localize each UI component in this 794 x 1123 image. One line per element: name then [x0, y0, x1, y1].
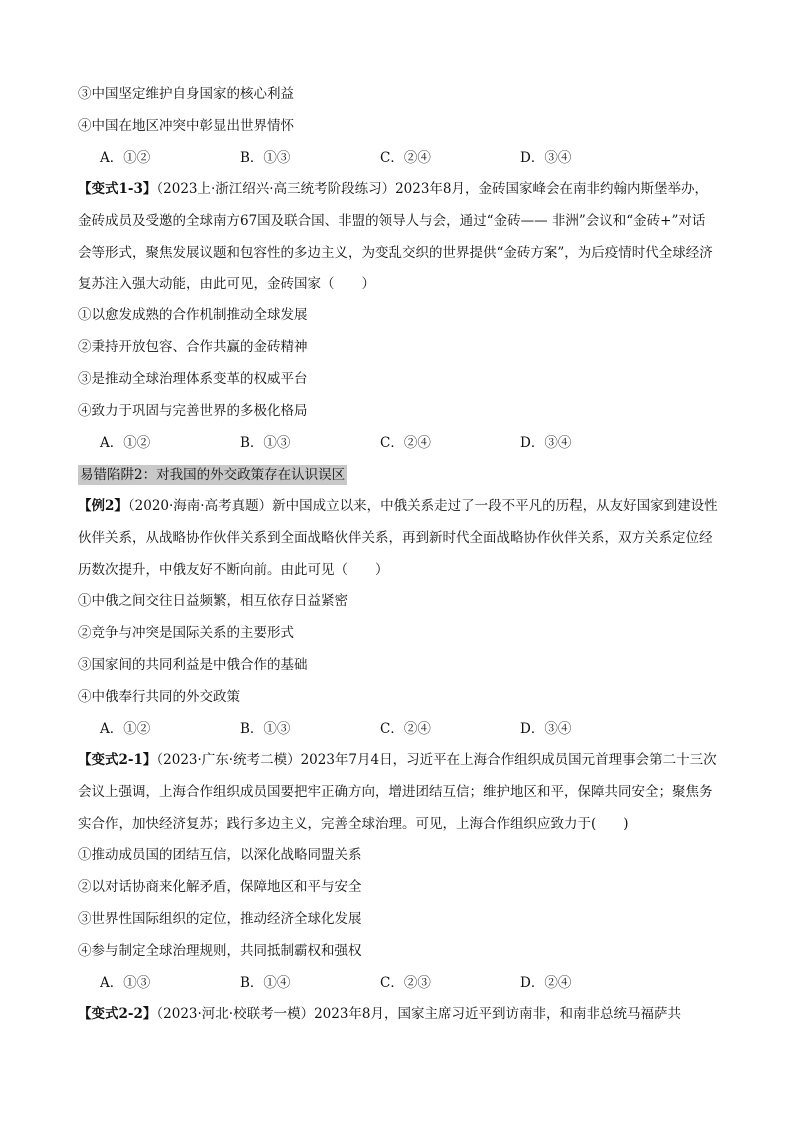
option-line: ④致力于巩固与完善世界的多极化格局 [78, 403, 308, 419]
option-line: ③国家间的共同利益是中俄合作的基础 [78, 657, 308, 673]
pitfall-heading: 易错陷阱2：对我国的外交政策存在认识误区 [80, 467, 346, 483]
choice-d: D．②④ [520, 975, 572, 991]
question-var-2-2 [78, 999, 718, 1031]
option-line: ③世界性国际组织的定位，推动经济全球化发展 [78, 911, 362, 927]
choice-b: B．①③ [240, 435, 291, 451]
question-body: （2023上·浙江绍兴·高三统考阶段练习）2023年8月，金砖国家峰会在南非约翰内斯堡举办，金砖成员及受邀的全球南方67国及联合国、非盟的领导人与会，通过“金砖—— 非洲”会议和“金砖+”对话会等形式，聚焦发展议题和包容性的多边主义，为变乱交织的世界提供“金砖方案”，为后疫情时代全球经济复苏注入强大动能，由此可见，金砖国家（ ） [78, 181, 713, 293]
question-body: （2023·河北·校联考一模）2023年8月，国家主席习近平到访南非，和南非总统马福萨共 [156, 1006, 682, 1022]
option-line: ③是推动全球治理体系变革的权威平台 [78, 371, 308, 387]
choice-b: B．①④ [240, 975, 291, 991]
choice-a: A．①③ [100, 975, 151, 991]
choice-c: C．②④ [380, 435, 431, 451]
question-tag: 【变式2-1】 [78, 752, 157, 768]
question-var-2-1 [78, 745, 718, 840]
choice-d: D．③④ [520, 721, 572, 737]
choice-d: D．③④ [520, 435, 572, 451]
option-line: ④参与制定全球治理规则，共同抵制霸权和强权 [78, 943, 362, 959]
choice-c: C．②④ [380, 721, 431, 737]
choice-c: C．②③ [380, 975, 431, 991]
option-line: ④中俄奉行共同的外交政策 [78, 689, 240, 705]
option-line: ①推动成员国的团结互信，以深化战略同盟关系 [78, 847, 362, 863]
question-body: （2020·海南·高考真题）新中国成立以来，中俄关系走过了一段不平凡的历程，从友好国家到建设性伙伴关系，从战略协作伙伴关系到全面战略伙伴关系，再到新时代全面战略协作伙伴关系，双方关系定位经历数次提升，中俄友好不断向前。由此可见（ ） [78, 498, 718, 578]
option-line: ③中国坚定维护自身国家的核心利益 [78, 86, 294, 102]
option-line: ②以对话协商来化解矛盾，保障地区和平与安全 [78, 879, 362, 895]
choice-d: D．③④ [520, 150, 572, 166]
choice-b: B．①③ [240, 150, 291, 166]
question-tag: 【变式1-3】 [78, 181, 157, 197]
option-line: ④中国在地区冲突中彰显出世界情怀 [78, 118, 294, 134]
choice-b: B．①③ [240, 721, 291, 737]
choice-a: A．①② [100, 435, 151, 451]
question-tag: 【例2】 [78, 498, 128, 514]
choice-a: A．①② [100, 721, 151, 737]
option-line: ①中俄之间交往日益频繁，相互依存日益紧密 [78, 593, 348, 609]
option-line: ①以愈发成熟的合作机制推动全球发展 [78, 307, 308, 323]
question-tag: 【变式2-2】 [78, 1006, 157, 1022]
option-line: ②竞争与冲突是国际关系的主要形式 [78, 625, 294, 641]
choice-c: C．②④ [380, 150, 431, 166]
question-example-2 [78, 491, 718, 586]
question-body: （2023·广东·统考二模）2023年7月4日，习近平在上海合作组织成员国元首理事会第二十三次会议上强调，上海合作组织成员国要把牢正确方向，增进团结互信；维护地区和平，保障共同安全；聚焦务实合作，加快经济复苏；践行多边主义，完善全球治理。可见，上海合作组织应致力于( ) [78, 752, 717, 832]
option-line: ②秉持开放包容、合作共赢的金砖精神 [78, 339, 308, 355]
question-var-1-3 [78, 174, 718, 301]
choice-a: A．①② [100, 150, 151, 166]
